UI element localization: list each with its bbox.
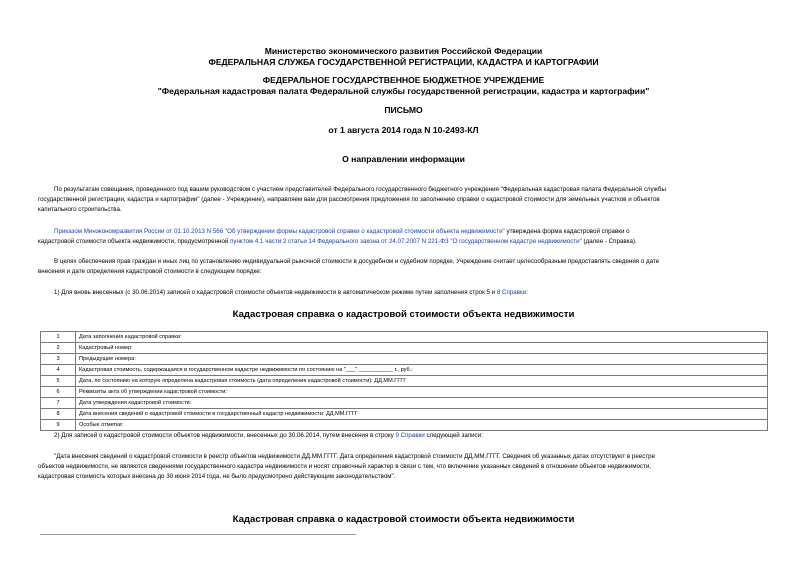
paragraph-2 <box>38 227 778 247</box>
row-field-label: Особые отметки: <box>76 420 768 431</box>
paragraph-4-text-1: 1) Для вновь внесенных (с 30.06.2014) записей о кадастровой стоимости объектов недвижимости в автоматическом режиме путем заполнения строк 5 и <box>54 289 497 296</box>
row-field-label: Дата заполнения кадастровой справки: <box>76 332 768 343</box>
paragraph-4-text-2: : <box>526 289 528 296</box>
institution-heading: ФЕДЕРАЛЬНОЕ ГОСУДАРСТВЕННОЕ БЮДЖЕТНОЕ УЧРЕЖДЕНИЕ <box>262 75 545 85</box>
paragraph-2-text-1: утверждена форма кадастровой справки о <box>504 228 630 235</box>
row-number: 8 <box>41 409 76 420</box>
paragraph-6-line-1: "Дата внесения сведений о кадастровой стоимости в реестр объектов недвижимости ДД.ММ.ГГГГ. Дата определения кадастровой стоимости ДД.ММ.ГГГГ. Сведения об указанных датах отсутствуют в реестре <box>54 453 656 460</box>
order-566-link[interactable]: Приказом Минэкономразвития России от 01.10.2013 N 566 "Об утверждении формы кадастровой справки о кадастровой стоимости объекта недвижимости" <box>54 228 505 235</box>
doc-date-heading: от 1 августа 2014 года N 10-2493-КЛ <box>328 125 479 135</box>
institution-full-heading: "Федеральная кадастровая палата Федеральной службы государственной регистрации, кадастра и картографии" <box>157 86 650 96</box>
row-field-label: Дата, по состоянию на которую определена кадастровая стоимость (дата определения кадастровой стоимости): ДД.ММ.ГГГГ <box>76 376 768 387</box>
spravka-table <box>40 331 768 431</box>
row-field-label: Кадастровая стоимость, содержащаяся в государственном кадастре недвижимости по состоянию на "___" ___________ г., руб.: <box>76 365 768 376</box>
row-field-label: Кадастровый номер: <box>76 343 768 354</box>
paragraph-3-line-1: В целях обеспечения прав граждан и иных лиц по установлению индивидуальной рыночной стоимости в досудебном и судебном порядке, Учреждение считает целесообразным предоставлять сведения о дате <box>54 258 660 265</box>
row-number: 9 <box>41 420 76 431</box>
paragraph-6 <box>38 452 778 482</box>
paragraph-6-line-3: кадастровая стоимость которых внесена до 30 июня 2014 года, не было предусмотрено действующим законодательством". <box>38 473 396 480</box>
table-title-2: Кадастровая справка о кадастровой стоимости объекта недвижимости <box>232 514 575 525</box>
footnote-divider <box>40 534 356 535</box>
table-row <box>41 409 768 420</box>
row-number: 4 <box>41 365 76 376</box>
law-221-fz-link[interactable]: пунктом 4.1 части 2 статьи 14 Федерального закона от 24.07.2007 N 221-ФЗ "О государственном кадастре недвижимости" <box>230 238 582 245</box>
table-row <box>41 376 768 387</box>
spravka-9-link[interactable]: 9 Справки <box>395 432 425 439</box>
ministry-heading: Министерство экономического развития Российской Федерации <box>264 46 543 56</box>
table-row <box>41 332 768 343</box>
paragraph-3 <box>38 257 778 277</box>
table-row <box>41 387 768 398</box>
row-number: 1 <box>41 332 76 343</box>
paragraph-1 <box>38 185 778 215</box>
row-number: 2 <box>41 343 76 354</box>
table-row <box>41 343 768 354</box>
row-number: 3 <box>41 354 76 365</box>
paragraph-6-line-2: объектов недвижимости, не являются сведениями государственного кадастра недвижимости и носят справочный характер в связи с тем, что включение указанных сведений в отношении объектов недвижимости, <box>38 463 652 470</box>
subject-heading: О направлении информации <box>342 154 465 164</box>
table-row <box>41 365 768 376</box>
table-row <box>41 398 768 409</box>
paragraph-1-line-3: капитального строительства. <box>38 206 122 213</box>
paragraph-5 <box>38 431 778 441</box>
row-field-label: Дата утверждения кадастровой стоимости: <box>76 398 768 409</box>
paragraph-2-text-2: кадастровой стоимости объекта недвижимости, предусмотренной <box>38 238 231 245</box>
table-row <box>41 354 768 365</box>
paragraph-5-text-1: 2) Для записей о кадастровой стоимости объектов недвижимости, внесенных до 30.06.2014, путем внесения в строку <box>54 432 396 439</box>
paragraph-5-text-2: следующей записи: <box>424 432 483 439</box>
doc-type-heading: ПИСЬМО <box>384 105 423 115</box>
row-number: 5 <box>41 376 76 387</box>
paragraph-2-text-3: (далее - Справка). <box>581 238 637 245</box>
paragraph-4 <box>38 288 778 298</box>
paragraph-3-line-2: внесения и дате определения кадастровой стоимости в следующем порядке: <box>38 268 262 275</box>
row-field-label: Предыдущие номера: <box>76 354 768 365</box>
table-row <box>41 420 768 431</box>
row-field-label: Дата внесения сведений о кадастровой стоимости в государственный кадастр недвижимости: ДД.ММ.ГГГГ <box>76 409 768 420</box>
row-number: 6 <box>41 387 76 398</box>
paragraph-1-line-1: По результатам совещания, проведенного под вашим руководством с участием представителей Федерального государственного бюджетного учреждения "Федеральная кадастровая палата Федеральной службы <box>54 186 666 193</box>
row-number: 7 <box>41 398 76 409</box>
paragraph-1-line-2: государственной регистрации, кадастра и картографии" (далее - Учреждение), направляем вам для рассмотрения предложения по заполнению справки о кадастровой стоимости для земельных участков и объектов <box>38 196 660 203</box>
service-heading: ФЕДЕРАЛЬНАЯ СЛУЖБА ГОСУДАРСТВЕННОЙ РЕГИСТРАЦИИ, КАДАСТРА И КАРТОГРАФИИ <box>208 57 599 67</box>
table-title: Кадастровая справка о кадастровой стоимости объекта недвижимости <box>232 309 575 320</box>
row-field-label: Реквизиты акта об утверждении кадастровой стоимости: <box>76 387 768 398</box>
spravka-8-link[interactable]: 8 Справки <box>496 289 527 296</box>
